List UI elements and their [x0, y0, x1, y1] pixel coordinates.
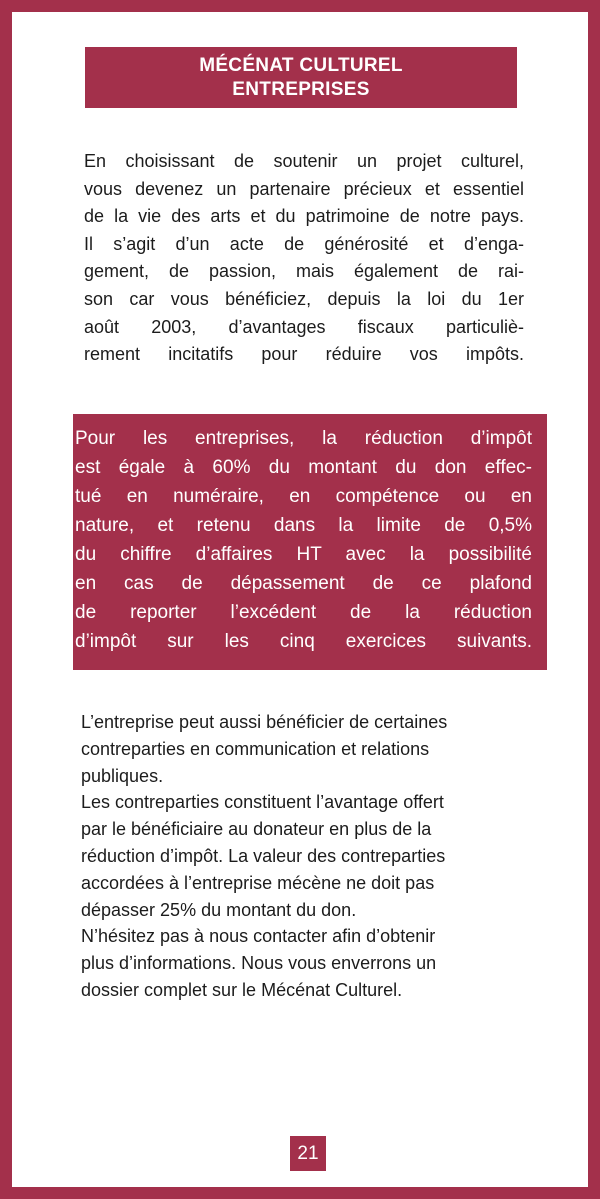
- intro-line: gement, de passion, mais également de rai-: [84, 261, 524, 282]
- highlight-line: est égale à 60% du montant du don effec-: [75, 457, 532, 478]
- details-line: Les contreparties constituent l’avantage offert: [81, 792, 444, 813]
- details-line: L’entreprise peut aussi bénéficier de certaines: [81, 712, 448, 732]
- intro-paragraph: [84, 148, 524, 369]
- details-line: réduction d’impôt. La valeur des contreparties: [81, 845, 446, 866]
- intro-line: août 2003, d’avantages fiscaux particuliè-: [84, 316, 524, 337]
- details-line: dossier complet sur le Mécénat Culturel.: [81, 979, 403, 1000]
- title-line-2: ENTREPRISES: [232, 78, 370, 100]
- intro-line: de la vie des arts et du patrimoine de notre pays.: [84, 206, 524, 227]
- highlight-line: Pour les entreprises, la réduction d’impôt: [75, 428, 532, 449]
- highlight-line: nature, et retenu dans la limite de 0,5%: [75, 515, 532, 536]
- highlight-line: d’impôt sur les cinq exercices suivants.: [75, 631, 532, 652]
- highlight-line: en cas de dépassement de ce plafond: [75, 573, 532, 594]
- details-paragraph: [81, 709, 533, 1004]
- intro-line: En choisissant de soutenir un projet culturel,: [84, 151, 524, 171]
- tax-highlight-text: [75, 424, 532, 656]
- details-line: par le bénéficiaire au donateur en plus de la: [81, 819, 432, 840]
- page: [12, 12, 588, 1187]
- intro-line: rement incitatifs pour réduire vos impôts.: [84, 344, 524, 365]
- details-line: contreparties en communication et relations: [81, 738, 430, 759]
- title-line-1: MÉCÉNAT CULTUREL: [199, 54, 403, 76]
- intro-line: son car vous bénéficiez, depuis la loi du 1er: [84, 288, 524, 309]
- highlight-line: du chiffre d’affaires HT avec la possibilité: [75, 544, 532, 565]
- details-line: N’hésitez pas à nous contacter afin d’obtenir: [81, 926, 436, 947]
- page-number: 21: [290, 1136, 326, 1171]
- details-line: dépasser 25% du montant du don.: [81, 899, 357, 920]
- highlight-line: tué en numéraire, en compétence ou en: [75, 486, 532, 507]
- intro-line: vous devenez un partenaire précieux et essentiel: [84, 178, 524, 199]
- highlight-line: de reporter l’excédent de la réduction: [75, 602, 532, 623]
- intro-line: Il s’agit d’un acte de générosité et d’enga-: [84, 233, 524, 254]
- details-line: publiques.: [81, 765, 164, 786]
- details-line: accordées à l’entreprise mécène ne doit pas: [81, 872, 435, 893]
- title-banner: [85, 47, 517, 108]
- details-line: plus d’informations. Nous vous enverrons un: [81, 953, 437, 974]
